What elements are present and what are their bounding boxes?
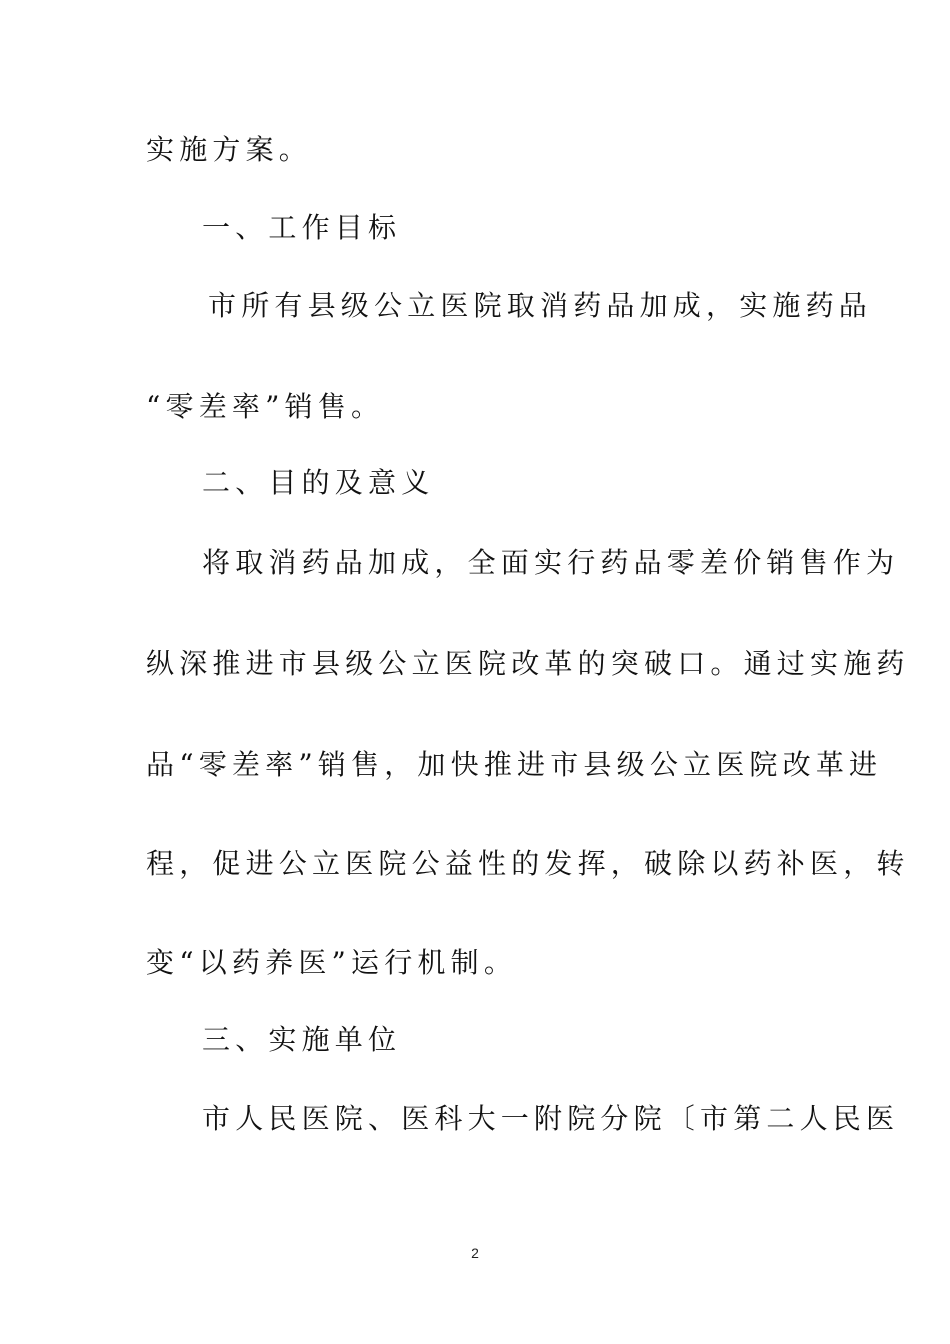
text-line: 实施方案。 [146,133,313,166]
section-heading: 二、目的及意义 [202,466,435,499]
text-line: 市所有县级公立医院取消药品加成，实施药品 [208,289,873,322]
text-line: 将取消药品加成，全面实行药品零差价销售作为 [202,546,900,579]
section-heading: 一、工作目标 [202,211,402,244]
text-line: 纵深推进市县级公立医院改革的突破口。通过实施药 [146,647,910,680]
page-number: 2 [471,1245,479,1261]
text-line: “零差率”销售。 [146,390,385,423]
section-heading: 三、实施单位 [202,1023,402,1056]
text-line: 市人民医院、医科大一附院分院〔市第二人民医 [202,1102,900,1135]
text-line: 品“零差率”销售，加快推进市县级公立医院改革进 [146,748,883,781]
text-line: 变“以药养医”运行机制。 [146,946,518,979]
text-line: 程，促进公立医院公益性的发挥，破除以药补医，转 [146,847,910,880]
